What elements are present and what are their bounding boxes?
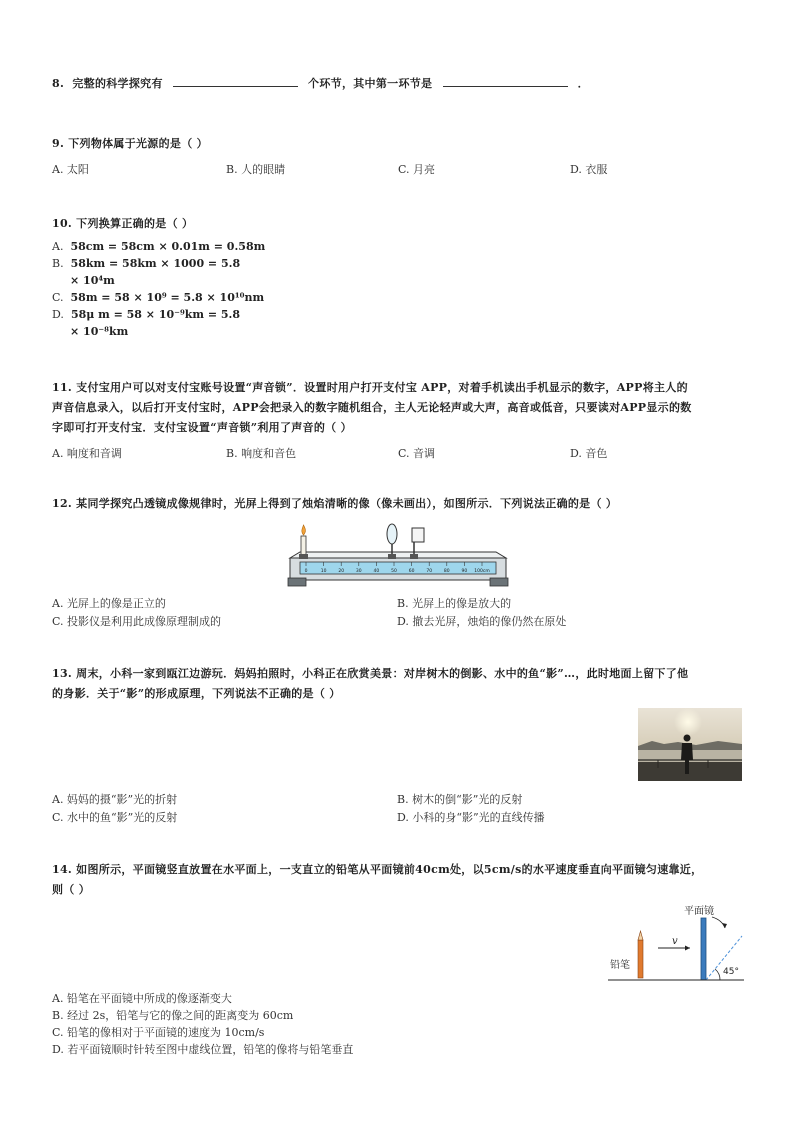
q14-option-c[interactable]: C. 铅笔的像相对于平面镜的速度为 10cm/s	[52, 1026, 265, 1039]
q14-stem-line-1: 14. 如图所示，平面镜竖直放置在水平面上，一支直立的铅笔从平面镜前40cm处，以5cm/s的水平速度垂直向平面镜匀速靠近，	[52, 863, 703, 876]
q12-option-b[interactable]: B. 光屏上的像是放大的	[397, 597, 512, 610]
q10-option-a-label: A.	[52, 240, 64, 253]
q13-stem-line-2: 的身影．关于“影”的形成原理，下列说法不正确的是（ ）	[52, 687, 341, 700]
q9-option-c[interactable]: C. 月亮	[398, 163, 436, 176]
ruler-tick-label: 10	[320, 569, 327, 574]
ruler-tick-label: 60	[408, 569, 415, 574]
q9-option-b[interactable]: B. 人的眼睛	[226, 163, 286, 176]
q13-option-d[interactable]: D. 小科的身“影”光的直线传播	[397, 811, 545, 824]
ruler-tick-label: 20	[338, 569, 345, 574]
question-10	[52, 214, 742, 340]
q12-option-d[interactable]: D. 撤去光屏，烛焰的像仍然在原处	[397, 615, 567, 628]
q10-option-a-text: 58cm = 58cm × 0.01m = 0.58m	[70, 240, 266, 253]
ruler-tick-label: 70	[426, 569, 433, 574]
ruler-tick-label: 50	[391, 569, 397, 574]
q13-options	[52, 790, 742, 826]
riverside-photo	[638, 708, 742, 781]
flame-icon	[302, 525, 306, 535]
q14-options	[52, 990, 742, 1058]
q13-option-c[interactable]: C. 水中的鱼“影”光的反射	[52, 811, 178, 824]
plane-mirror-icon	[701, 918, 706, 980]
q9-option-a[interactable]: A. 太阳	[52, 163, 89, 176]
question-14	[52, 860, 742, 900]
q10-option-c-text: 58m = 58 × 10⁹ = 5.8 × 10¹⁰nm	[70, 291, 265, 304]
pencil-label: 铅笔	[610, 960, 630, 971]
q10-option-b-label: B.	[52, 257, 64, 270]
q13-option-b[interactable]: B. 树木的倒“影”光的反射	[397, 793, 523, 806]
q8-stem-b: 个环节，其中第一环节是	[308, 77, 433, 90]
question-11	[52, 378, 742, 464]
ruler-tick-label: 80	[443, 569, 450, 574]
mirror-label: 平面镜	[684, 906, 714, 917]
ruler-tick-label: 40	[373, 569, 380, 574]
q11-option-a[interactable]: A. 响度和音调	[52, 447, 122, 460]
pencil-icon	[638, 940, 643, 978]
q11-option-b[interactable]: B. 响度和音色	[226, 447, 297, 460]
q11-stem-line-1: 11. 支付宝用户可以对支付宝账号设置“声音锁”．设置时用户打开支付宝 APP，对着手机读出手机显示的数字，APP将主人的	[52, 381, 688, 394]
q8-stem-c: ．	[577, 77, 589, 90]
q10-option-d-text-2: × 10⁻⁸km	[70, 325, 129, 338]
sun-icon	[674, 708, 702, 736]
q10-option-c[interactable]	[52, 289, 742, 306]
question-8	[52, 74, 742, 94]
question-13	[52, 664, 742, 704]
q11-option-c[interactable]: C. 音调	[398, 447, 436, 460]
q11-option-d[interactable]: D. 音色	[570, 447, 608, 460]
ruler-tick-label: 0	[304, 569, 308, 574]
velocity-label: v	[672, 936, 678, 947]
q10-stem: 10. 下列换算正确的是（ ）	[52, 217, 194, 230]
angle-label: 45°	[723, 967, 739, 977]
ruler-tick-label: 100cm	[474, 569, 490, 574]
candle-icon	[301, 536, 306, 556]
q12-option-a[interactable]: A. 光屏上的像是正立的	[52, 597, 166, 610]
q13-stem-line-1: 13. 周末，小科一家到瓯江边游玩．妈妈拍照时，小科正在欣赏美景：对岸树木的倒影、水中的鱼“影”…，此时地面上留下了他	[52, 667, 689, 680]
q10-option-d[interactable]	[52, 306, 742, 323]
q11-stem-line-2: 声音信息录入，以后打开支付宝时，APP会把录入的数字随机组合，主人无论轻声或大声，高音或低音，只要读对APP显示的数	[52, 401, 692, 414]
q14-stem-line-2: 则（ ）	[52, 883, 91, 896]
q8-blank-2[interactable]	[443, 74, 568, 87]
optical-bench-figure	[284, 522, 512, 588]
q13-option-a[interactable]: A. 妈妈的摄“影”光的折射	[52, 793, 178, 806]
q12-option-c[interactable]: C. 投影仪是利用此成像原理制成的	[52, 615, 222, 628]
q12-stem: 12. 某同学探究凸透镜成像规律时，光屏上得到了烛焰清晰的像（像未画出），如图所示．下列说法正确的是（ ）	[52, 497, 618, 510]
q10-option-b-text-2: × 10⁴m	[70, 274, 115, 287]
q10-option-a[interactable]	[52, 238, 742, 255]
q8-blank-1[interactable]	[173, 74, 298, 87]
q14-option-b[interactable]: B. 经过 2s，铅笔与它的像之间的距离变为 60cm	[52, 1009, 294, 1022]
light-screen-icon	[412, 528, 424, 542]
q10-option-b[interactable]	[52, 255, 742, 272]
q12-options	[52, 594, 742, 630]
q8-stem-a: 完整的科学探究有	[72, 77, 163, 90]
q10-option-d-label: D.	[52, 308, 64, 321]
question-12	[52, 494, 742, 514]
mirror-pencil-figure	[606, 900, 746, 986]
q9-option-d[interactable]: D. 衣服	[570, 163, 608, 176]
q10-option-d-cont	[52, 323, 742, 340]
ruler-tick-label: 90	[461, 569, 468, 574]
q10-option-d-text: 58μ m = 58 × 10⁻⁹km = 5.8	[70, 308, 241, 321]
convex-lens-icon	[387, 524, 397, 544]
q11-stem-line-3: 字即可打开支付宝．支付宝设置“声音锁”利用了声音的（ ）	[52, 421, 352, 434]
q10-option-c-label: C.	[52, 291, 64, 304]
q10-option-b-text: 58km = 58km × 1000 = 5.8	[70, 257, 241, 270]
q14-option-a[interactable]: A. 铅笔在平面镜中所成的像逐渐变大	[52, 992, 232, 1005]
question-9	[52, 134, 742, 180]
q14-option-d[interactable]: D. 若平面镜顺时针转至图中虚线位置，铅笔的像将与铅笔垂直	[52, 1043, 354, 1056]
ruler-tick-label: 30	[355, 569, 362, 574]
q9-stem: 9. 下列物体属于光源的是（ ）	[52, 137, 208, 150]
q10-option-b-cont	[52, 272, 742, 289]
q8-number: 8.	[52, 77, 65, 90]
